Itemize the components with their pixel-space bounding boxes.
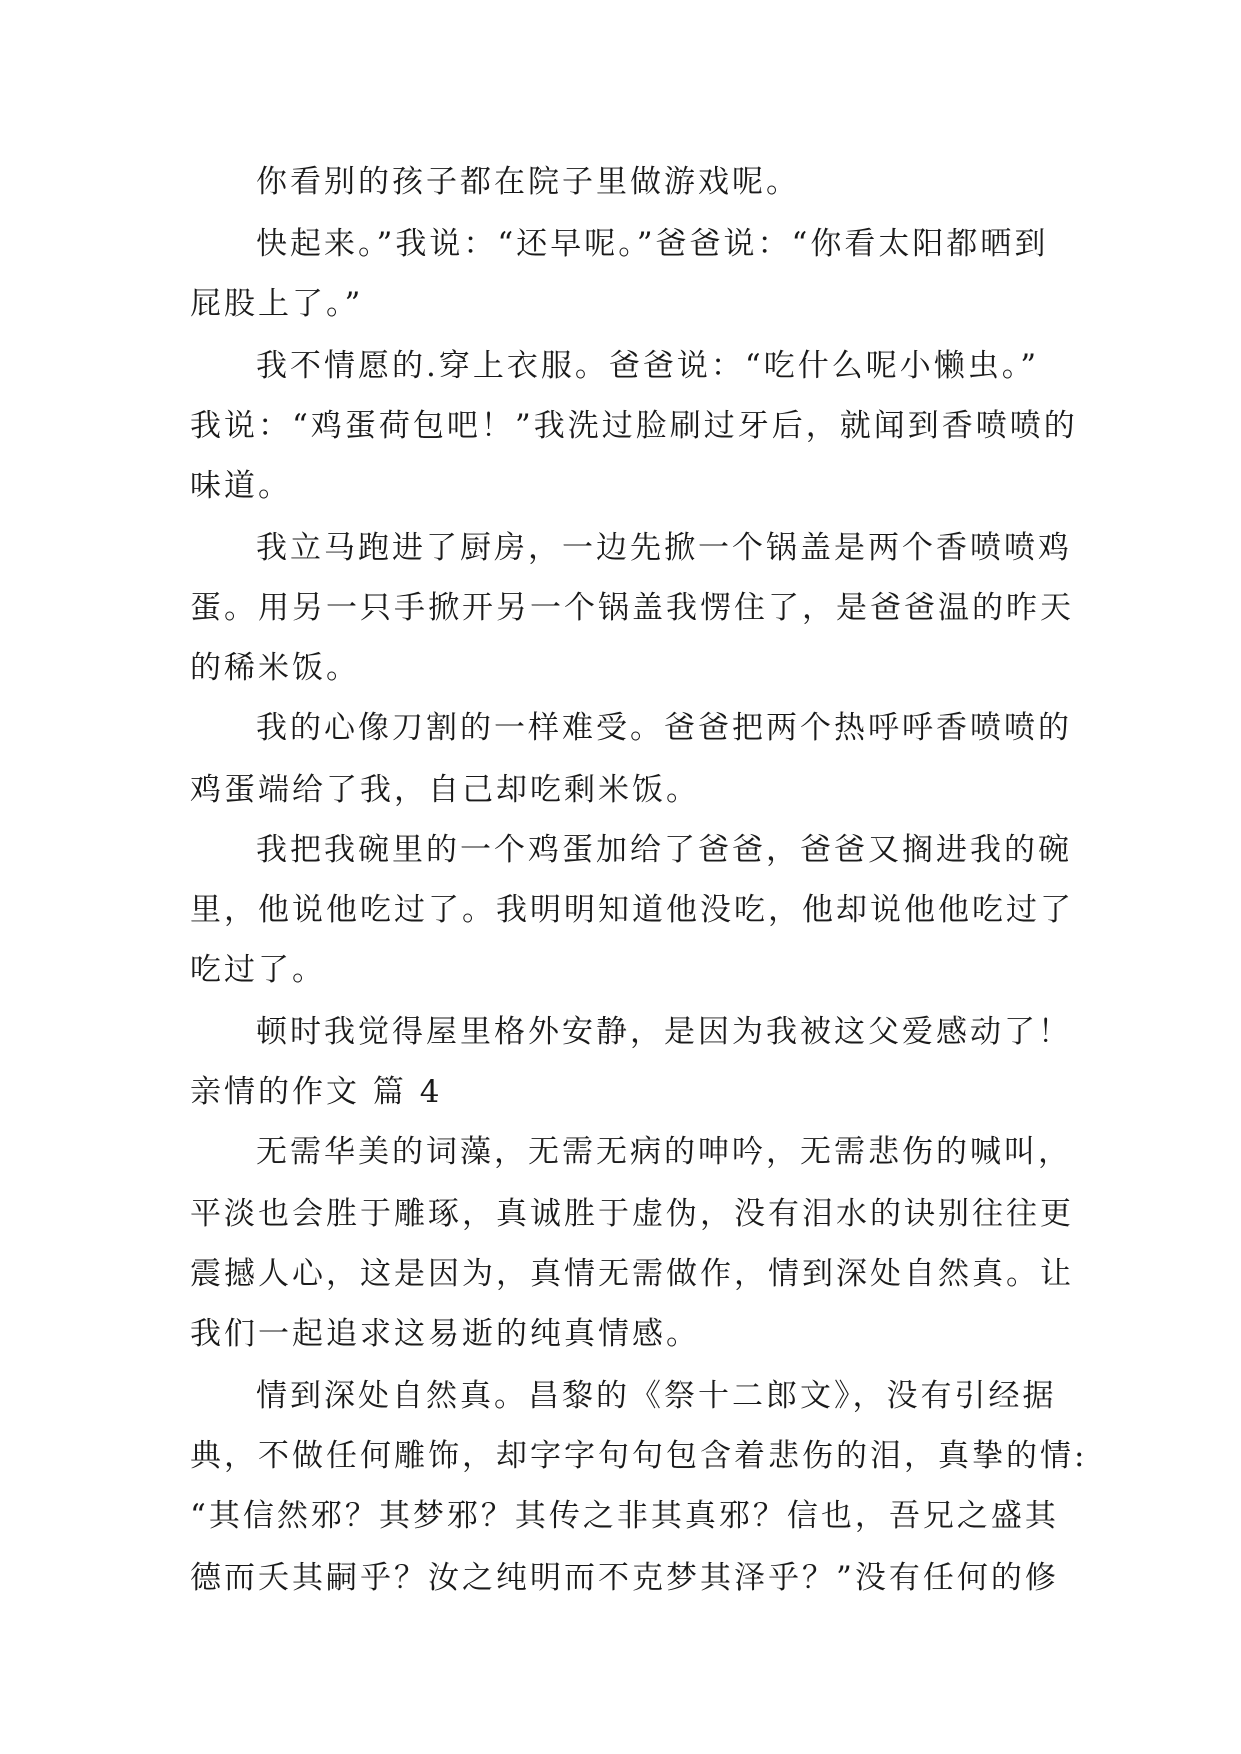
text-line: 我的心像刀割的一样难受。爸爸把两个热呼呼香喷喷的	[256, 710, 1072, 746]
text-line: 我立马跑进了厨房，一边先掀一个锅盖是两个香喷喷鸡	[256, 530, 1072, 566]
text-line: 吃过了。	[190, 952, 326, 988]
text-line: 我不情愿的.穿上衣服。爸爸说：“吃什么呢小懒虫。”	[256, 348, 1040, 384]
text-line: “其信然邪？其梦邪？其传之非其真邪？信也，吾兄之盛其	[190, 1498, 1059, 1534]
text-line: 平淡也会胜于雕琢，真诚胜于虚伪，没有泪水的诀别往往更	[190, 1196, 1074, 1232]
text-line: 屁股上了。”	[190, 286, 364, 322]
text-line: 的稀米饭。	[190, 650, 360, 686]
text-line: 味道。	[190, 468, 292, 504]
text-line: 你看别的孩子都在院子里做游戏呢。	[256, 164, 800, 200]
text-line: 我们一起追求这易逝的纯真情感。	[190, 1316, 700, 1352]
text-line: 德而夭其嗣乎？汝之纯明而不克梦其泽乎？”没有任何的修	[190, 1560, 1059, 1596]
text-line: 我把我碗里的一个鸡蛋加给了爸爸，爸爸又搁进我的碗	[256, 832, 1072, 868]
text-line: 里，他说他吃过了。我明明知道他没吃，他却说他他吃过了	[190, 892, 1074, 928]
text-line: 无需华美的词藻，无需无病的呻吟，无需悲伤的喊叫，	[256, 1134, 1072, 1170]
section-heading: 亲情的作文 篇 4	[190, 1074, 443, 1110]
text-line: 蛋。用另一只手掀开另一个锅盖我愣住了，是爸爸温的昨天	[190, 590, 1074, 626]
text-line: 快起来。”我说：“还早呢。”爸爸说：“你看太阳都晒到	[256, 226, 1049, 262]
text-line: 震撼人心，这是因为，真情无需做作，情到深处自然真。让	[190, 1256, 1074, 1292]
text-line: 典，不做任何雕饰，却字字句句包含着悲伤的泪，真挚的情:	[190, 1438, 1088, 1474]
text-line: 情到深处自然真。昌黎的《祭十二郎文》，没有引经据	[256, 1378, 1057, 1414]
text-line: 顿时我觉得屋里格外安静，是因为我被这父爱感动了！	[256, 1014, 1072, 1050]
text-line: 鸡蛋端给了我，自己却吃剩米饭。	[190, 772, 700, 808]
text-line: 我说：“鸡蛋荷包吧！”我洗过脸刷过牙后，就闻到香喷喷的	[190, 408, 1078, 444]
